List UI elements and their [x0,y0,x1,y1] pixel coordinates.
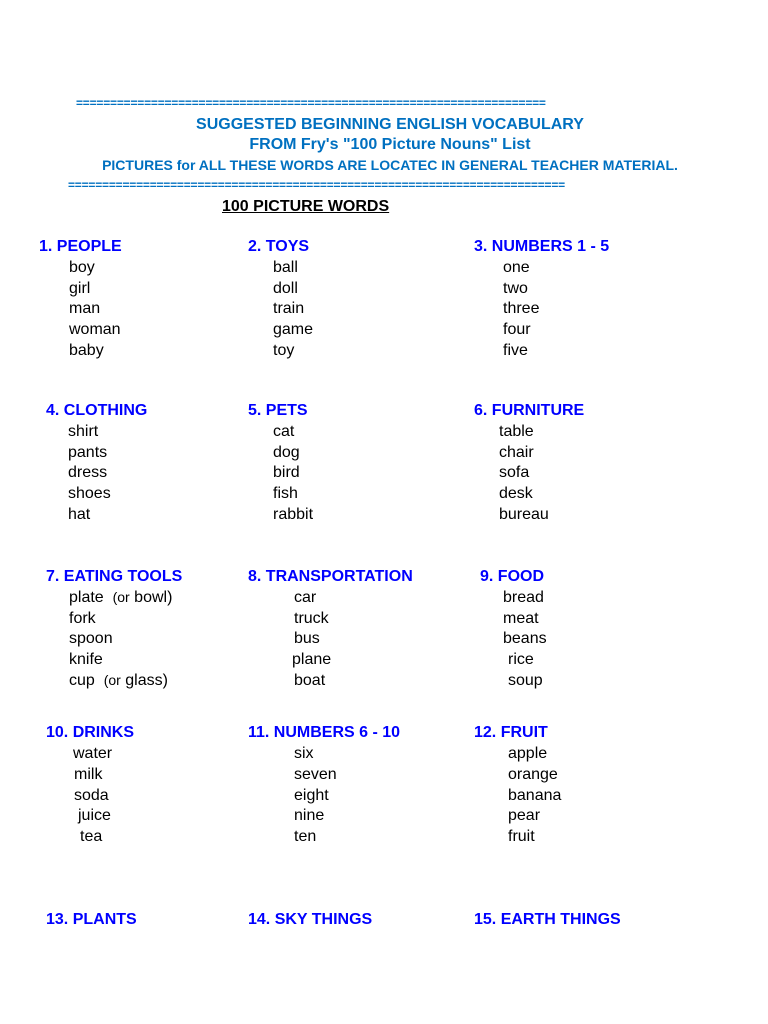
list-item-word: plate [69,589,104,606]
list-item: two [503,280,528,297]
list-item: toy [273,342,295,359]
list-item: boat [294,672,326,689]
category-food-title: 9. FOOD [480,568,545,585]
category-plants-title: 13. PLANTS [46,911,137,928]
list-item: baby [69,342,104,359]
header-line-2: FROM Fry's "100 Picture Nouns" List [249,136,531,153]
list-item: fish [273,485,298,502]
category-numbers-6-10-title: 11. NUMBERS 6 - 10 [248,724,401,741]
list-item [69,672,168,690]
list-item: table [499,423,534,440]
list-item: juice [78,807,111,824]
list-item: shirt [68,423,99,440]
category-drinks-title: 10. DRINKS [46,724,135,741]
list-item: eight [294,787,329,804]
list-item: chair [499,444,534,461]
list-item: nine [294,807,325,824]
header-rule-top: ===================================================================== [76,96,546,110]
list-item: seven [294,766,337,783]
category-sky-things-title: 14. SKY THINGS [248,911,373,928]
list-item: banana [508,787,562,804]
list-item: truck [294,610,329,627]
list-item: milk [74,766,103,783]
category-eating-tools-title: 7. EATING TOOLS [46,568,183,585]
list-item: dog [273,444,300,461]
list-item: woman [69,321,121,338]
list-item: car [294,589,317,606]
list-item: ball [273,259,298,276]
list-item: fruit [508,828,535,845]
list-item: bread [503,589,544,606]
list-item: game [273,321,314,338]
list-item: spoon [69,630,113,647]
list-item: hat [68,506,91,523]
list-item: knife [69,651,103,668]
list-item: dress [68,464,108,481]
list-item: bird [273,464,300,481]
list-item: soup [508,672,543,689]
category-furniture-title: 6. FURNITURE [474,402,585,419]
list-item: six [294,745,314,762]
list-item: pants [68,444,108,461]
list-item: orange [508,766,558,783]
list-item: three [503,300,540,317]
list-item-word: cup [69,672,95,689]
header-rule-bottom: ========================================================================= [68,178,565,192]
list-item: train [273,300,305,317]
list-item: ten [294,828,317,845]
list-item: shoes [68,485,111,502]
list-item: pear [508,807,541,824]
list-item: four [503,321,531,338]
list-item: meat [503,610,539,627]
list-item: bureau [499,506,549,523]
list-item: beans [503,630,547,647]
list-item: desk [499,485,533,502]
category-earth-things-title: 15. EARTH THINGS [474,911,621,928]
list-item: cat [273,423,295,440]
list-item: bus [294,630,320,647]
list-item: water [73,745,113,762]
header-line-3: PICTURES for ALL THESE WORDS ARE LOCATEC IN GENERAL TEACHER MATERIAL. [102,157,678,173]
category-transportation-title: 8. TRANSPORTATION [248,568,413,585]
list-item: apple [508,745,548,762]
category-toys-title: 2. TOYS [248,238,310,255]
list-item-alternative: glass) [120,672,168,689]
list-item-alternative: bowl) [129,589,173,606]
category-fruit-title: 12. FRUIT [474,724,548,741]
category-clothing-title: 4. CLOTHING [46,402,148,419]
list-item [69,589,172,607]
list-item: one [503,259,530,276]
header-line-1: SUGGESTED BEGINNING ENGLISH VOCABULARY [196,116,584,133]
category-people-title: 1. PEOPLE [39,238,122,255]
list-item: doll [273,280,298,297]
category-pets-title: 5. PETS [248,402,308,419]
page-title: 100 PICTURE WORDS [222,198,390,215]
list-item: five [503,342,528,359]
list-item: man [69,300,101,317]
list-item: fork [69,610,96,627]
list-item: soda [74,787,109,804]
list-item: tea [80,828,103,845]
list-item: plane [292,651,332,668]
list-item-or-note: (or [112,589,130,605]
list-item: girl [69,280,91,297]
list-item: rice [508,651,534,668]
list-item: rabbit [273,506,314,523]
category-numbers-1-5-title: 3. NUMBERS 1 - 5 [474,238,610,255]
list-item: boy [69,259,95,276]
list-item-or-note: (or [103,672,121,688]
list-item: sofa [499,464,530,481]
